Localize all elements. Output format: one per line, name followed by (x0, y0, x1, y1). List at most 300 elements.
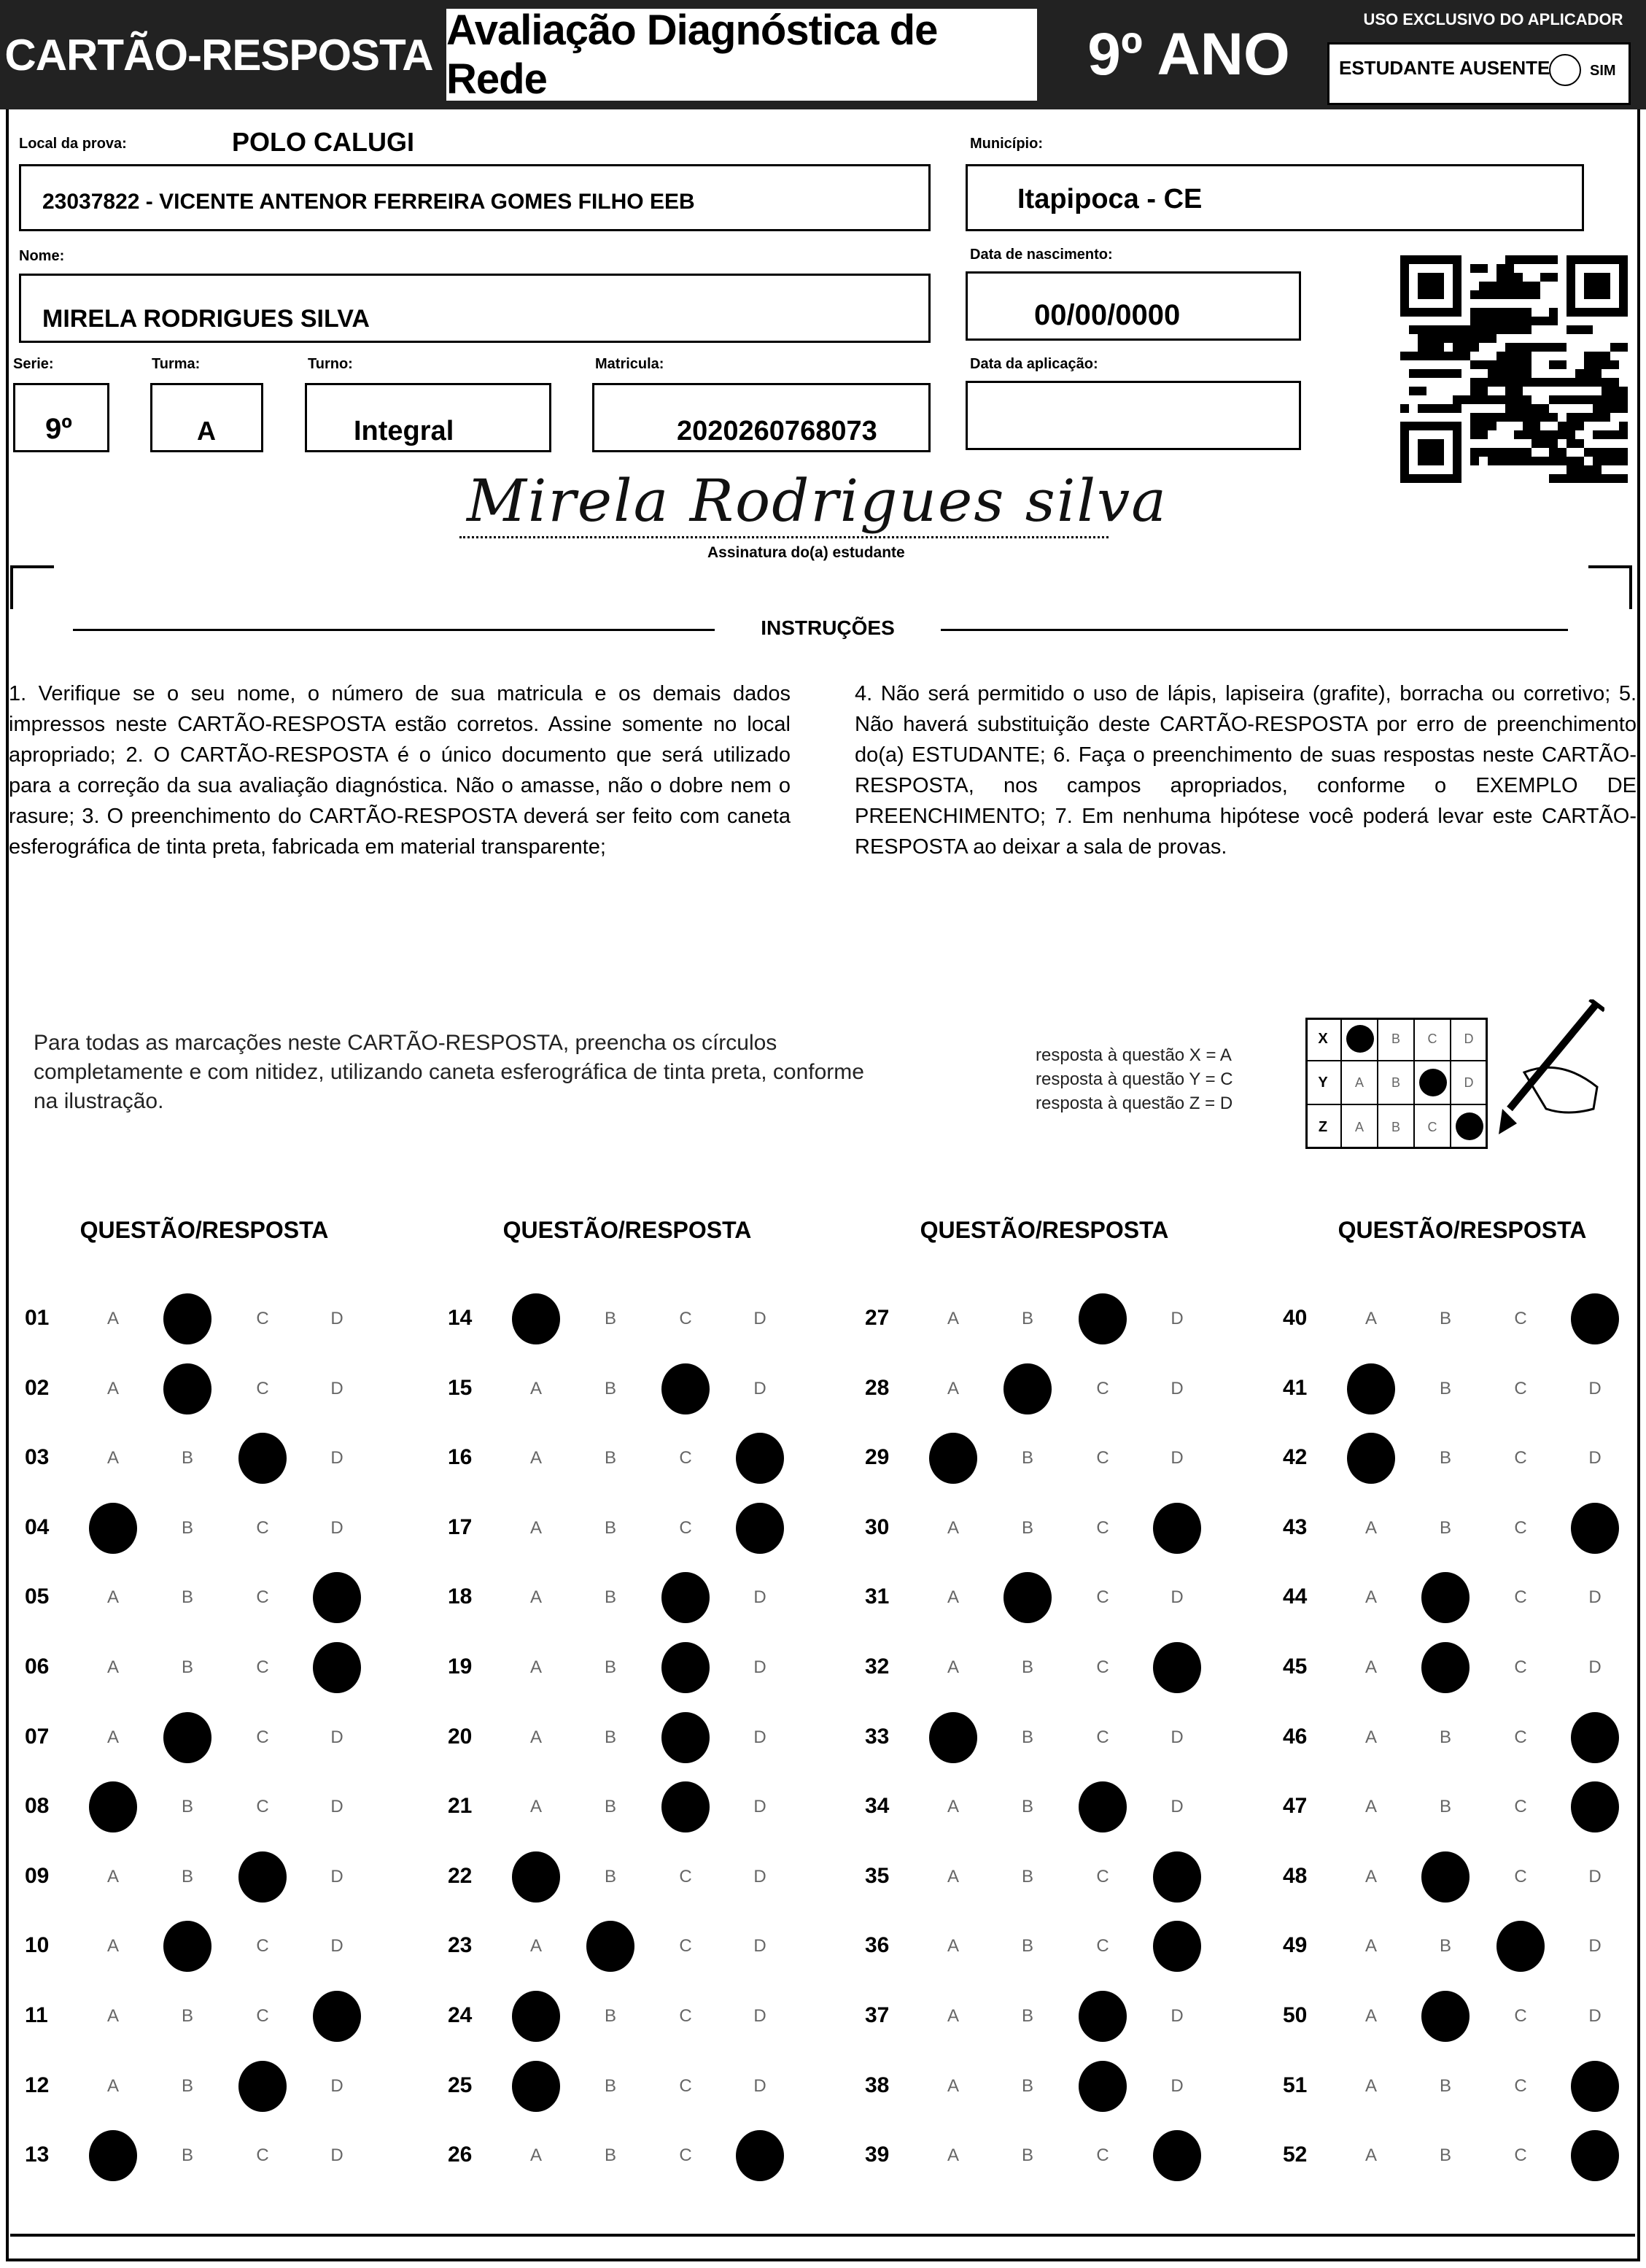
answer-bubble[interactable]: C (1096, 1378, 1109, 1398)
answer-bubble[interactable]: B (181, 1866, 193, 1886)
answer-bubble[interactable]: B (604, 2145, 616, 2166)
answer-bubble[interactable]: D (1171, 2006, 1184, 2026)
municipio-label: Município: (970, 136, 1043, 152)
question-number: 25 (448, 2072, 473, 2097)
answer-bubble[interactable]: A (1364, 1517, 1377, 1538)
answer-bubble-filled[interactable] (163, 1363, 211, 1414)
answer-bubble[interactable]: D (1171, 1727, 1184, 1747)
answer-bubble[interactable]: B (1021, 2006, 1033, 2026)
column-header: QUESTÃO/RESPOSTA (920, 1217, 1169, 1243)
answer-bubble[interactable]: D (753, 2075, 766, 2096)
answer-bubble-filled[interactable] (661, 1781, 710, 1832)
pen-icon (1459, 999, 1604, 1145)
answer-bubble[interactable]: C (1514, 1448, 1527, 1468)
answer-bubble[interactable]: A (529, 1378, 542, 1398)
question-number: 07 (25, 1724, 50, 1749)
answer-bubble[interactable]: B (1439, 1378, 1451, 1398)
answer-bubble[interactable]: D (753, 1866, 766, 1886)
answer-bubble[interactable]: B (1021, 2145, 1033, 2166)
question-number: 16 (448, 1445, 473, 1470)
answer-bubble[interactable]: D (1588, 1657, 1602, 1677)
answer-bubble-filled[interactable] (1003, 1572, 1052, 1623)
answer-bubble[interactable]: B (181, 2006, 193, 2026)
absent-bubble[interactable] (1549, 54, 1581, 86)
answer-bubble[interactable]: B (1021, 1797, 1033, 1817)
answer-bubble-filled[interactable] (1421, 1642, 1470, 1693)
answer-bubble-filled[interactable] (313, 1572, 361, 1623)
answer-bubble-filled[interactable] (512, 1991, 560, 2042)
answer-bubble[interactable]: A (106, 1936, 119, 1957)
answer-bubble-filled[interactable] (736, 1433, 784, 1484)
answer-bubble[interactable]: B (1021, 1727, 1033, 1747)
answer-bubble[interactable]: D (753, 1309, 766, 1328)
answer-bubble[interactable]: A (106, 1309, 119, 1328)
answer-bubble[interactable]: C (1096, 1866, 1109, 1886)
aplicacao-field (966, 381, 1301, 450)
answer-bubble[interactable]: A (529, 1448, 542, 1468)
answer-bubble[interactable]: A (1364, 1727, 1377, 1747)
answer-bubble-filled[interactable] (1347, 1363, 1395, 1414)
answer-bubble[interactable]: A (106, 1866, 119, 1886)
answer-bubble-filled[interactable] (313, 1642, 361, 1693)
answer-bubble[interactable]: A (1364, 2075, 1377, 2096)
answer-bubble[interactable]: D (330, 1797, 343, 1817)
answer-bubble[interactable]: B (1439, 1309, 1451, 1328)
example-option (1342, 1018, 1378, 1061)
answer-bubble[interactable]: D (330, 1866, 343, 1886)
answer-bubble[interactable]: D (1588, 1587, 1602, 1608)
answer-bubble-filled[interactable] (586, 1921, 634, 1972)
answer-bubble[interactable]: C (679, 1448, 692, 1468)
question-number: 24 (448, 2003, 473, 2027)
answer-bubble[interactable]: B (1021, 1866, 1033, 1886)
answer-bubble[interactable]: D (330, 2075, 343, 2096)
answer-bubble[interactable]: C (1514, 1517, 1527, 1538)
answer-bubble-filled[interactable] (1079, 1781, 1127, 1832)
answer-bubble[interactable]: D (1171, 1587, 1184, 1608)
answer-bubble-filled[interactable] (661, 1712, 710, 1763)
answer-bubble[interactable]: B (181, 1797, 193, 1817)
answer-bubble[interactable]: A (1364, 2145, 1377, 2166)
answer-bubble[interactable]: A (529, 1797, 542, 1817)
answer-bubble[interactable]: B (1021, 1657, 1033, 1677)
answer-bubble[interactable]: A (529, 1936, 542, 1957)
column-header: QUESTÃO/RESPOSTA (79, 1217, 329, 1243)
question-number: 51 (1283, 2072, 1308, 2097)
instructions-right: 4. Não será permitido o uso de lápis, lapiseira (grafite), borracha ou corretivo; 5. Não haverá substituição deste CARTÃO-RESPOSTA por erro de preenchimento do(a) ESTUDANTE; 6. Faça o preenchimento de suas respostas neste CARTÃO-RESPOSTA, nos campos apropriados, conforme o EXEMPLO DE PREENCHIMENTO; 7. Em nenhuma hipótese você poderá levar este CARTÃO-RESPOSTA ao deixar a sala de provas. (855, 682, 1637, 859)
example-row-label: X (1305, 1018, 1342, 1061)
question-number: 15 (448, 1375, 473, 1400)
answer-bubble-filled[interactable] (1079, 2061, 1127, 2112)
answer-bubble[interactable]: A (947, 2006, 959, 2026)
question-number: 43 (1283, 1514, 1308, 1539)
answer-bubble[interactable]: A (947, 1587, 959, 1608)
example-legend: resposta à questão X = A (1036, 1045, 1232, 1065)
answer-bubble[interactable]: D (753, 1727, 766, 1747)
turno-label: Turno: (308, 356, 353, 372)
answer-bubble[interactable]: D (753, 1936, 766, 1957)
answer-bubble[interactable]: C (256, 1309, 269, 1328)
answer-bubble[interactable]: C (1514, 2006, 1527, 2026)
answer-bubble[interactable]: D (330, 1517, 343, 1538)
answer-bubble[interactable]: D (330, 1309, 343, 1328)
answer-bubble-filled[interactable] (163, 1712, 211, 1763)
answer-bubble-filled[interactable] (661, 1642, 710, 1693)
question-number: 37 (865, 2003, 890, 2027)
serie-label: Serie: (13, 356, 54, 372)
answer-bubble-filled[interactable] (1421, 1851, 1470, 1903)
answer-bubble[interactable]: A (529, 2145, 542, 2166)
answer-bubble[interactable]: A (1364, 1309, 1377, 1328)
question-number: 41 (1283, 1375, 1308, 1400)
question-number: 50 (1283, 2003, 1308, 2027)
question-number: 11 (25, 2003, 48, 2027)
answer-bubble[interactable]: B (1439, 2145, 1451, 2166)
answer-bubble[interactable]: B (604, 1378, 616, 1398)
answer-bubble-filled[interactable] (1153, 1851, 1201, 1903)
question-number: 31 (865, 1584, 890, 1609)
question-number: 03 (25, 1445, 50, 1470)
answer-bubble[interactable]: B (604, 1657, 616, 1677)
answer-bubble[interactable]: A (947, 1309, 959, 1328)
answer-bubble-filled[interactable] (1153, 1921, 1201, 1972)
example-row-label: Y (1305, 1061, 1342, 1105)
instructions-title: INSTRUÇÕES (761, 616, 895, 639)
answer-bubble[interactable]: C (679, 2145, 692, 2166)
example-legend: resposta à questão Z = D (1036, 1094, 1233, 1113)
municipio-value: Itapipoca - CE (1017, 184, 1203, 214)
answer-bubble-filled[interactable] (238, 2061, 287, 2112)
answer-bubble[interactable]: C (256, 1378, 269, 1398)
answer-bubble[interactable]: A (529, 1727, 542, 1747)
answer-bubble[interactable]: C (679, 2006, 692, 2026)
answer-bubble-filled[interactable] (1571, 1293, 1619, 1344)
answer-bubble[interactable]: B (1021, 1309, 1033, 1328)
answer-bubble[interactable]: C (1096, 1448, 1109, 1468)
answer-bubble[interactable]: B (1439, 2075, 1451, 2096)
answer-bubble[interactable]: D (753, 1587, 766, 1608)
example-option: C (1415, 1105, 1451, 1149)
answer-bubble[interactable]: A (947, 1378, 959, 1398)
answer-bubble-filled[interactable] (1347, 1433, 1395, 1484)
answer-bubble-filled[interactable] (1153, 2130, 1201, 2181)
answer-bubble[interactable]: B (604, 1517, 616, 1538)
answer-bubble[interactable]: B (604, 1309, 616, 1328)
question-number: 38 (865, 2072, 890, 2097)
question-number: 36 (865, 1933, 890, 1958)
answer-bubble[interactable]: C (1514, 2075, 1527, 2096)
answer-bubble[interactable]: C (1514, 1657, 1527, 1677)
answer-bubble-filled[interactable] (1153, 1503, 1201, 1554)
answer-bubble-filled[interactable] (512, 1851, 560, 1903)
question-number: 21 (448, 1794, 473, 1819)
corner-bracket (1588, 565, 1632, 609)
answer-bubble[interactable]: D (1171, 2075, 1184, 2096)
absent-yes-label: SIM (1590, 63, 1616, 79)
answer-bubble[interactable]: B (181, 1657, 193, 1677)
answer-bubble[interactable]: A (947, 1797, 959, 1817)
question-number: 18 (448, 1584, 473, 1609)
answer-bubble-filled[interactable] (1003, 1363, 1052, 1414)
answer-bubble-filled[interactable] (661, 1363, 710, 1414)
answer-bubble[interactable]: C (256, 1936, 269, 1957)
aplicacao-label: Data da aplicação: (970, 356, 1098, 372)
answer-bubble[interactable]: D (1171, 1797, 1184, 1817)
question-number: 14 (448, 1306, 473, 1330)
answer-bubble-filled[interactable] (1153, 1642, 1201, 1693)
question-number: 34 (865, 1794, 890, 1819)
qr-code (1400, 255, 1628, 483)
answer-bubble[interactable]: A (529, 1657, 542, 1677)
answer-bubble[interactable]: A (1364, 1587, 1377, 1608)
answer-bubble[interactable]: C (1514, 1866, 1527, 1886)
example-filled-bubble (1346, 1025, 1374, 1053)
question-number: 49 (1283, 1933, 1308, 1958)
answer-bubble[interactable]: A (947, 1517, 959, 1538)
question-number: 05 (25, 1584, 50, 1609)
answer-bubble[interactable]: A (106, 1587, 119, 1608)
answer-bubble[interactable]: A (947, 2145, 959, 2166)
matricula-label: Matricula: (595, 356, 664, 372)
answer-bubble[interactable]: C (679, 1936, 692, 1957)
question-number: 06 (25, 1654, 50, 1679)
question-number: 29 (865, 1445, 890, 1470)
instructions-rule (73, 629, 715, 631)
answer-bubble[interactable]: C (1514, 2145, 1527, 2166)
answer-bubble-filled[interactable] (238, 1851, 287, 1903)
answer-bubble[interactable]: D (753, 1378, 766, 1398)
answer-bubble-filled[interactable] (1421, 1991, 1470, 2042)
answer-bubble[interactable]: D (1588, 1936, 1602, 1957)
answer-bubble[interactable]: C (1096, 1727, 1109, 1747)
nome-label: Nome: (19, 248, 65, 264)
question-number: 13 (25, 2143, 50, 2167)
answer-bubble-filled[interactable] (1079, 1991, 1127, 2042)
answer-bubble[interactable]: C (1096, 1936, 1109, 1957)
answer-bubble[interactable]: B (1439, 1936, 1451, 1957)
answer-bubble[interactable]: D (753, 2006, 766, 2026)
answer-bubble[interactable]: C (256, 1727, 269, 1747)
answer-bubble[interactable]: B (1439, 1797, 1451, 1817)
answer-bubble[interactable]: D (330, 2145, 343, 2166)
question-number: 23 (448, 1933, 473, 1958)
answer-bubble[interactable]: A (1364, 2006, 1377, 2026)
answer-bubble-filled[interactable] (1571, 2130, 1619, 2181)
answer-bubble-filled[interactable] (661, 1572, 710, 1623)
question-number: 48 (1283, 1863, 1308, 1888)
question-number: 19 (448, 1654, 473, 1679)
answer-bubble-filled[interactable] (89, 1781, 137, 1832)
answer-bubble[interactable]: A (947, 1657, 959, 1677)
answer-bubble[interactable]: B (604, 2006, 616, 2026)
example-row-label: Z (1305, 1105, 1342, 1149)
answer-bubble-filled[interactable] (89, 2130, 137, 2181)
answer-bubble[interactable]: C (256, 1517, 269, 1538)
answer-bubble[interactable]: C (256, 1587, 269, 1608)
answer-bubble[interactable]: B (604, 1587, 616, 1608)
example-option: B (1378, 1018, 1415, 1061)
grade-year: 9º ANO (1087, 21, 1290, 88)
answer-bubble[interactable]: D (753, 1797, 766, 1817)
example-option: A (1342, 1105, 1378, 1149)
answer-bubble[interactable]: B (181, 1587, 193, 1608)
answer-bubble[interactable]: C (679, 1309, 692, 1328)
answer-bubble[interactable]: D (330, 1727, 343, 1747)
answer-bubble[interactable]: D (330, 1378, 343, 1398)
local-value: POLO CALUGI (232, 127, 414, 157)
answer-bubble-filled[interactable] (1496, 1921, 1545, 1972)
example-option: D (1451, 1018, 1488, 1061)
question-number: 35 (865, 1863, 890, 1888)
answer-bubble-filled[interactable] (163, 1293, 211, 1344)
answer-bubble[interactable]: B (604, 1866, 616, 1886)
answer-bubble[interactable]: A (1364, 1657, 1377, 1677)
question-number: 46 (1283, 1724, 1308, 1749)
answer-bubble[interactable]: A (1364, 1797, 1377, 1817)
answer-bubble[interactable]: C (1514, 1587, 1527, 1608)
question-number: 10 (25, 1933, 50, 1958)
answer-bubble[interactable]: D (1588, 1866, 1602, 1886)
turma-label: Turma: (152, 356, 201, 372)
answer-bubble[interactable]: D (1588, 1448, 1602, 1468)
question-number: 32 (865, 1654, 890, 1679)
question-number: 28 (865, 1375, 890, 1400)
answer-bubble[interactable]: A (529, 1517, 542, 1538)
answer-bubble[interactable]: C (256, 1797, 269, 1817)
answer-bubble-filled[interactable] (1571, 1781, 1619, 1832)
question-number: 47 (1283, 1794, 1308, 1819)
answer-bubble[interactable]: C (256, 2145, 269, 2166)
answer-bubble[interactable]: A (1364, 1936, 1377, 1957)
answer-bubble[interactable]: A (106, 1727, 119, 1747)
answer-bubble-filled[interactable] (163, 1921, 211, 1972)
answer-bubble[interactable]: B (181, 2075, 193, 2096)
example-legend: resposta à questão Y = C (1036, 1069, 1233, 1089)
answer-bubble-filled[interactable] (1421, 1572, 1470, 1623)
answer-bubble[interactable]: A (947, 1866, 959, 1886)
question-number: 12 (25, 2072, 50, 2097)
answer-bubble[interactable]: D (330, 1936, 343, 1957)
nascimento-label: Data de nascimento: (970, 247, 1113, 263)
corner-bracket (10, 565, 54, 609)
answer-bubble[interactable]: C (1514, 1309, 1527, 1328)
answer-bubble[interactable]: D (753, 1657, 766, 1677)
answer-bubble[interactable]: B (181, 2145, 193, 2166)
answer-bubble[interactable]: A (106, 1378, 119, 1398)
question-number: 09 (25, 1863, 50, 1888)
answer-bubble[interactable]: A (947, 1936, 959, 1957)
answer-bubble[interactable]: C (1096, 1657, 1109, 1677)
answer-bubble[interactable]: A (106, 1448, 119, 1468)
answer-bubble[interactable]: C (1096, 2145, 1109, 2166)
answer-bubble-filled[interactable] (89, 1503, 137, 1554)
example-option: D (1451, 1061, 1488, 1105)
answer-bubble[interactable]: D (330, 1448, 343, 1468)
answer-bubble[interactable]: B (604, 1797, 616, 1817)
answer-bubble-filled[interactable] (1571, 1503, 1619, 1554)
card-title: CARTÃO-RESPOSTA (4, 30, 433, 80)
answer-bubble[interactable]: A (947, 2075, 959, 2096)
question-number: 02 (25, 1375, 50, 1400)
answer-bubble[interactable]: C (1096, 1517, 1109, 1538)
answer-bubble[interactable]: B (1021, 1936, 1033, 1957)
answer-bubble[interactable]: B (1021, 1448, 1033, 1468)
answer-bubble-filled[interactable] (1079, 1293, 1127, 1344)
answer-bubble[interactable]: C (1514, 1727, 1527, 1747)
answer-bubble-filled[interactable] (1571, 1712, 1619, 1763)
question-number: 44 (1283, 1584, 1308, 1609)
answer-bubble[interactable]: B (1439, 1727, 1451, 1747)
answer-bubble[interactable]: C (1514, 1378, 1527, 1398)
answer-bubble[interactable]: D (1171, 1448, 1184, 1468)
evaluation-title: Avaliação Diagnóstica de Rede (446, 9, 1037, 101)
question-number: 42 (1283, 1445, 1308, 1470)
answer-bubble[interactable]: B (1439, 1517, 1451, 1538)
answer-bubble-filled[interactable] (929, 1712, 977, 1763)
answer-bubble[interactable]: B (604, 2075, 616, 2096)
answer-bubble[interactable]: B (1021, 2075, 1033, 2096)
signature-label: Assinatura do(a) estudante (707, 544, 905, 561)
example-option: B (1378, 1105, 1415, 1149)
answer-bubble[interactable]: C (256, 1657, 269, 1677)
question-number: 04 (25, 1514, 50, 1539)
question-number: 08 (25, 1794, 50, 1819)
turno-value: Integral (354, 416, 454, 446)
answer-bubble[interactable]: A (106, 1657, 119, 1677)
answer-bubble[interactable]: C (679, 1517, 692, 1538)
answer-bubble[interactable]: D (1588, 1378, 1602, 1398)
answer-bubble-filled[interactable] (736, 2130, 784, 2181)
answer-bubble[interactable]: A (106, 2075, 119, 2096)
answer-bubble[interactable]: D (1588, 2006, 1602, 2026)
answer-bubble[interactable]: C (1096, 1587, 1109, 1608)
student-signature: Mirela Rodrigues silva (467, 467, 1168, 535)
answer-bubble-filled[interactable] (238, 1433, 287, 1484)
question-number: 39 (865, 2143, 890, 2167)
answer-bubble[interactable]: B (1021, 1517, 1033, 1538)
answer-bubble[interactable]: C (679, 1866, 692, 1886)
answer-bubble[interactable]: B (604, 1727, 616, 1747)
answer-bubble[interactable]: B (604, 1448, 616, 1468)
question-number: 01 (25, 1306, 50, 1330)
answer-bubble[interactable]: A (106, 2006, 119, 2026)
question-number: 30 (865, 1514, 890, 1539)
answer-bubble-filled[interactable] (1571, 2061, 1619, 2112)
answer-bubble[interactable]: A (1364, 1866, 1377, 1886)
answer-bubble-filled[interactable] (929, 1433, 977, 1484)
question-number: 33 (865, 1724, 890, 1749)
answer-bubble[interactable]: B (181, 1448, 193, 1468)
example-option: B (1378, 1061, 1415, 1105)
answer-bubble-filled[interactable] (736, 1503, 784, 1554)
answer-bubble-filled[interactable] (313, 1991, 361, 2042)
school-value: 23037822 - VICENTE ANTENOR FERREIRA GOMES FILHO EEB (42, 190, 695, 214)
answer-bubble[interactable]: C (679, 2075, 692, 2096)
example-option: C (1415, 1018, 1451, 1061)
applicator-title: USO EXCLUSIVO DO APLICADOR (1363, 10, 1623, 28)
answer-bubble[interactable]: B (1439, 1448, 1451, 1468)
answer-bubble[interactable]: D (1171, 1378, 1184, 1398)
answer-bubble[interactable]: B (181, 1517, 193, 1538)
answer-bubble-filled[interactable] (512, 1293, 560, 1344)
answer-bubble[interactable]: C (1514, 1797, 1527, 1817)
answer-bubble-filled[interactable] (512, 2061, 560, 2112)
question-number: 22 (448, 1863, 473, 1888)
answer-bubble[interactable]: D (1171, 1309, 1184, 1328)
answer-bubble[interactable]: C (256, 2006, 269, 2026)
answer-bubble[interactable]: A (529, 1587, 542, 1608)
nascimento-value: 00/00/0000 (1034, 299, 1181, 331)
